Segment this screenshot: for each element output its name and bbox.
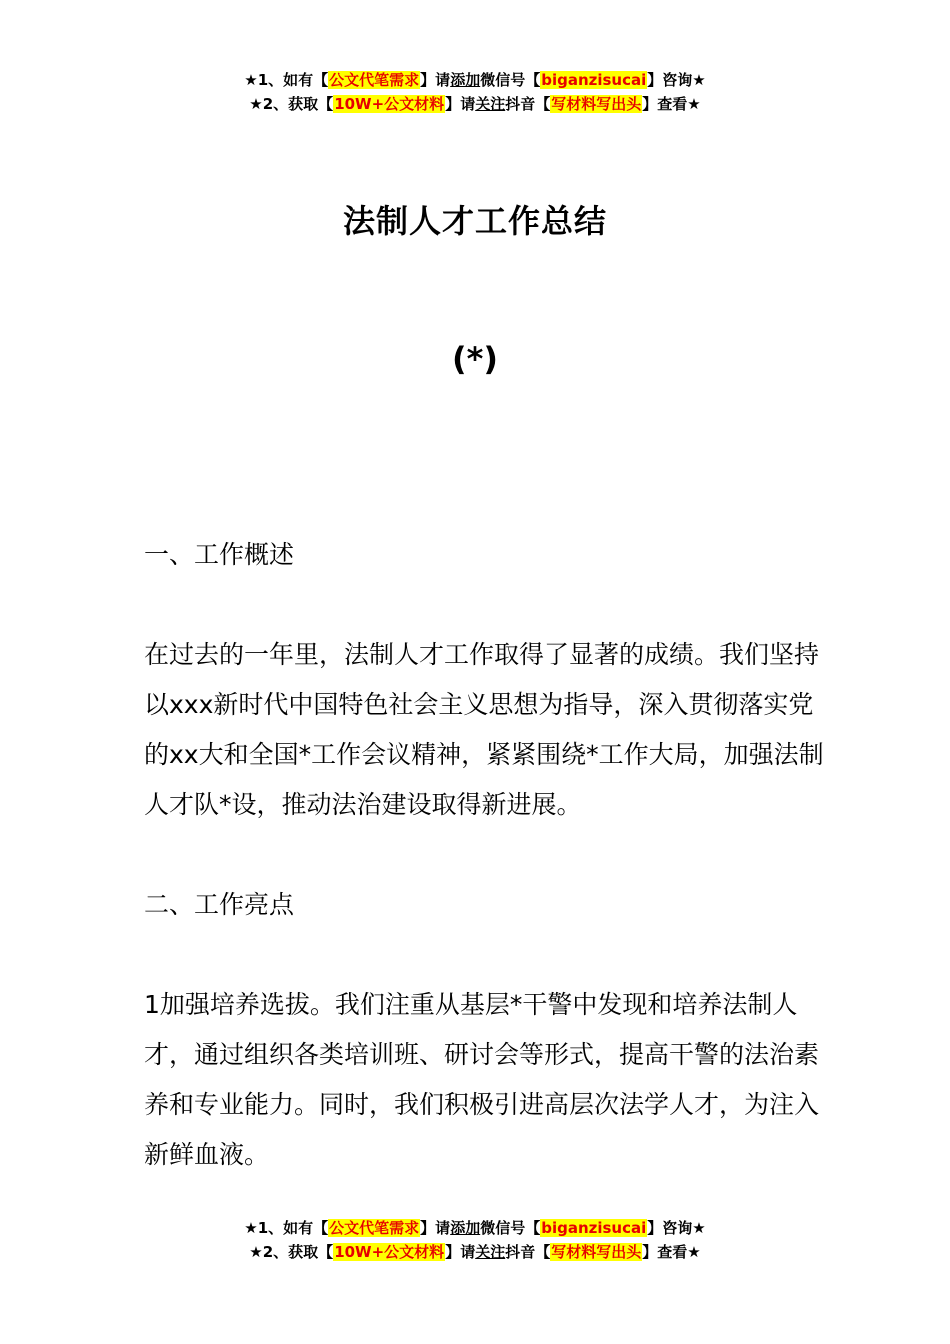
- section-heading: 一、工作概述: [144, 540, 295, 569]
- banner-text: 】咨询★: [647, 71, 706, 89]
- banner-text: ★2、获取【: [249, 1243, 334, 1261]
- banner-highlight: 10W+公文材料: [334, 1243, 445, 1261]
- banner-text: 抖音【: [505, 95, 551, 113]
- banner-underline: 添加: [450, 1219, 481, 1237]
- banner-text: 】请: [445, 95, 476, 113]
- banner-highlight: 写材料写出头: [551, 1243, 642, 1261]
- banner-text: 】请: [420, 71, 451, 89]
- header-banner: [0, 68, 950, 116]
- banner-text: 】查看★: [642, 95, 701, 113]
- banner-line-1: [0, 1216, 950, 1240]
- section-heading: 二、工作亮点: [144, 890, 295, 919]
- section-paragraph: 在过去的一年里，法制人才工作取得了显著的成绩。我们坚持以xxx新时代中国特色社会主义思想为指导，深入贯彻落实党的xx大和全国*工作会议精神，紧紧围绕*工作大局，加强法制人才队*设，推动法治建设取得新进展。: [144, 640, 824, 819]
- banner-line-2: [0, 1240, 950, 1264]
- banner-highlight: 公文代笔需求: [329, 1219, 420, 1237]
- banner-highlight: 公文代笔需求: [329, 71, 420, 89]
- banner-underline: 关注: [475, 1243, 506, 1261]
- banner-line-1: [0, 68, 950, 92]
- banner-text: 】请: [420, 1219, 451, 1237]
- banner-line-2: [0, 92, 950, 116]
- banner-text: ★2、获取【: [249, 95, 334, 113]
- banner-highlight: biganzisucai: [541, 71, 647, 89]
- banner-highlight: biganzisucai: [541, 1219, 647, 1237]
- document-subtitle: (*): [452, 340, 498, 378]
- banner-highlight: 写材料写出头: [551, 95, 642, 113]
- banner-underline: 关注: [475, 95, 506, 113]
- banner-text: ★1、如有【: [244, 71, 329, 89]
- banner-text: 抖音【: [505, 1243, 551, 1261]
- banner-text: 微信号【: [480, 1219, 541, 1237]
- footer-banner: [0, 1216, 950, 1264]
- banner-text: ★1、如有【: [244, 1219, 329, 1237]
- document-title: 法制人才工作总结: [342, 202, 607, 240]
- banner-text: 微信号【: [480, 71, 541, 89]
- section-paragraph: 1加强培养选拔。我们注重从基层*干警中发现和培养法制人才，通过组织各类培训班、研讨会等形式，提高干警的法治素养和专业能力。同时，我们积极引进高层次法学人才，为注入新鲜血液。: [144, 990, 820, 1169]
- banner-text: 】咨询★: [647, 1219, 706, 1237]
- banner-text: 】查看★: [642, 1243, 701, 1261]
- banner-text: 】请: [445, 1243, 476, 1261]
- banner-highlight: 10W+公文材料: [334, 95, 445, 113]
- banner-underline: 添加: [450, 71, 481, 89]
- document-body: [144, 530, 834, 1230]
